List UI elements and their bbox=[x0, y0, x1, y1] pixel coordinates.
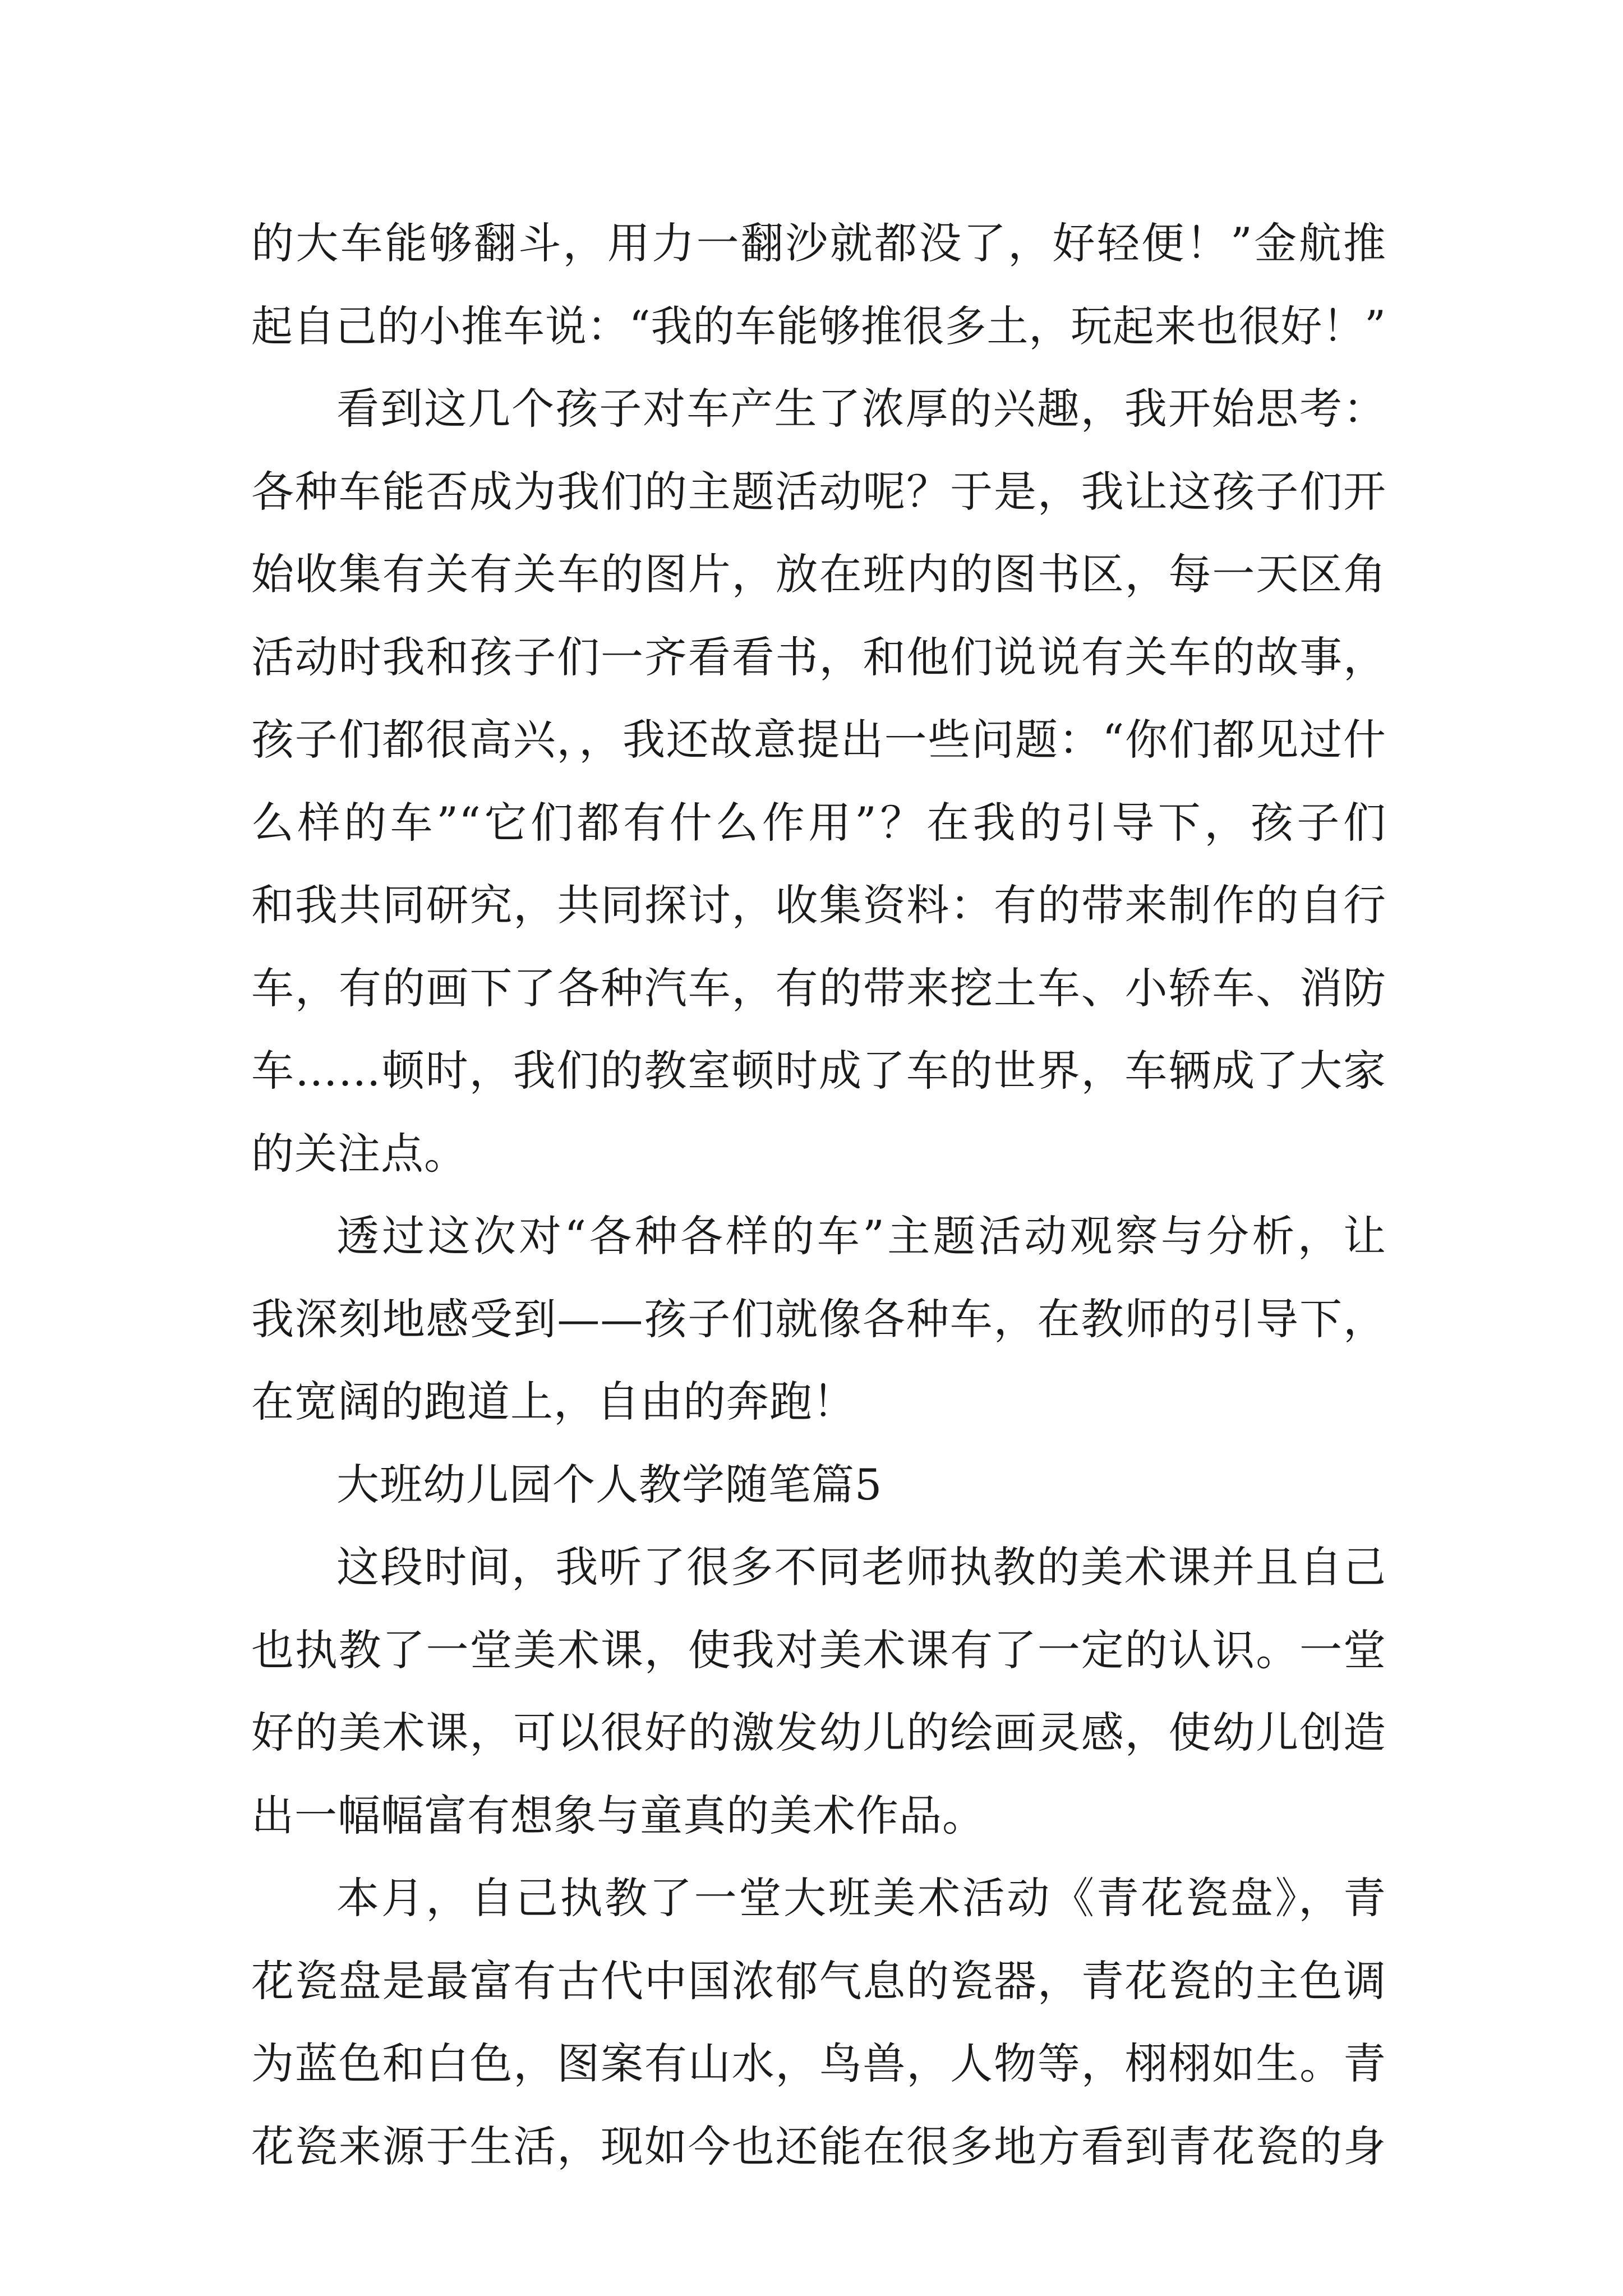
text-line: 在宽阔的跑道上，自由的奔跑！ bbox=[251, 1377, 856, 1427]
text-line: 也执教了一堂美术课，使我对美术课有了一定的认识。一堂 bbox=[251, 1625, 1386, 1675]
text-line: 出一幅幅富有想象与童真的美术作品。 bbox=[251, 1790, 985, 1841]
text-line: 的关注点。 bbox=[251, 1128, 467, 1179]
text-line: 么样的车”“它们都有什么作用”？在我的引导下，孩子们 bbox=[251, 797, 1386, 848]
text-line: 为蓝色和白色，图案有山水，鸟兽，人物等，栩栩如生。青 bbox=[251, 2039, 1386, 2088]
text-line: 各种车能否成为我们的主题活动呢？于是，我让这孩子们开 bbox=[251, 466, 1386, 517]
text-line: 孩子们都很高兴，，我还故意提出一些问题：“你们都见过什 bbox=[251, 715, 1386, 765]
document-body bbox=[251, 202, 1386, 2188]
text-line: 车，有的画下了各种汽车，有的带来挖土车、小轿车、消防 bbox=[251, 963, 1386, 1013]
text-line: 起自己的小推车说：“我的车能够推很多土，玩起来也很好！” bbox=[251, 301, 1386, 351]
text-line: 花瓷来源于生活，现如今也还能在很多地方看到青花瓷的身 bbox=[251, 2121, 1386, 2171]
paragraph-start-line: 看到这几个孩子对车产生了浓厚的兴趣，我开始思考： bbox=[336, 384, 1386, 434]
text-line: 我深刻地感受到——孩子们就像各种车，在教师的引导下， bbox=[251, 1294, 1386, 1344]
paragraph-start-line: 这段时间，我听了很多不同老师执教的美术课并且自己 bbox=[336, 1542, 1386, 1592]
text-line: 和我共同研究，共同探讨，收集资料：有的带来制作的自行 bbox=[251, 880, 1386, 930]
paragraph-start-line: 本月，自己执教了一堂大班美术活动《青花瓷盘》，青 bbox=[336, 1873, 1386, 1923]
text-line: 的大车能够翻斗，用力一翻沙就都没了，好轻便！”金航推 bbox=[251, 218, 1386, 268]
text-line: 始收集有关有关车的图片，放在班内的图书区，每一天区角 bbox=[251, 549, 1386, 599]
text-line: 活动时我和孩子们一齐看看书，和他们说说有关车的故事， bbox=[251, 632, 1386, 682]
section-heading: 大班幼儿园个人教学随笔篇5 bbox=[336, 1459, 883, 1510]
text-line: 花瓷盘是最富有古代中国浓郁气息的瓷器，青花瓷的主色调 bbox=[251, 1955, 1386, 2006]
text-line: 车……顿时，我们的教室顿时成了车的世界，车辆成了大家 bbox=[251, 1046, 1386, 1096]
paragraph-start-line: 透过这次对“各种各样的车”主题活动观察与分析，让 bbox=[336, 1211, 1386, 1261]
text-line: 好的美术课，可以很好的激发幼儿的绘画灵感，使幼儿创造 bbox=[251, 1708, 1386, 1757]
